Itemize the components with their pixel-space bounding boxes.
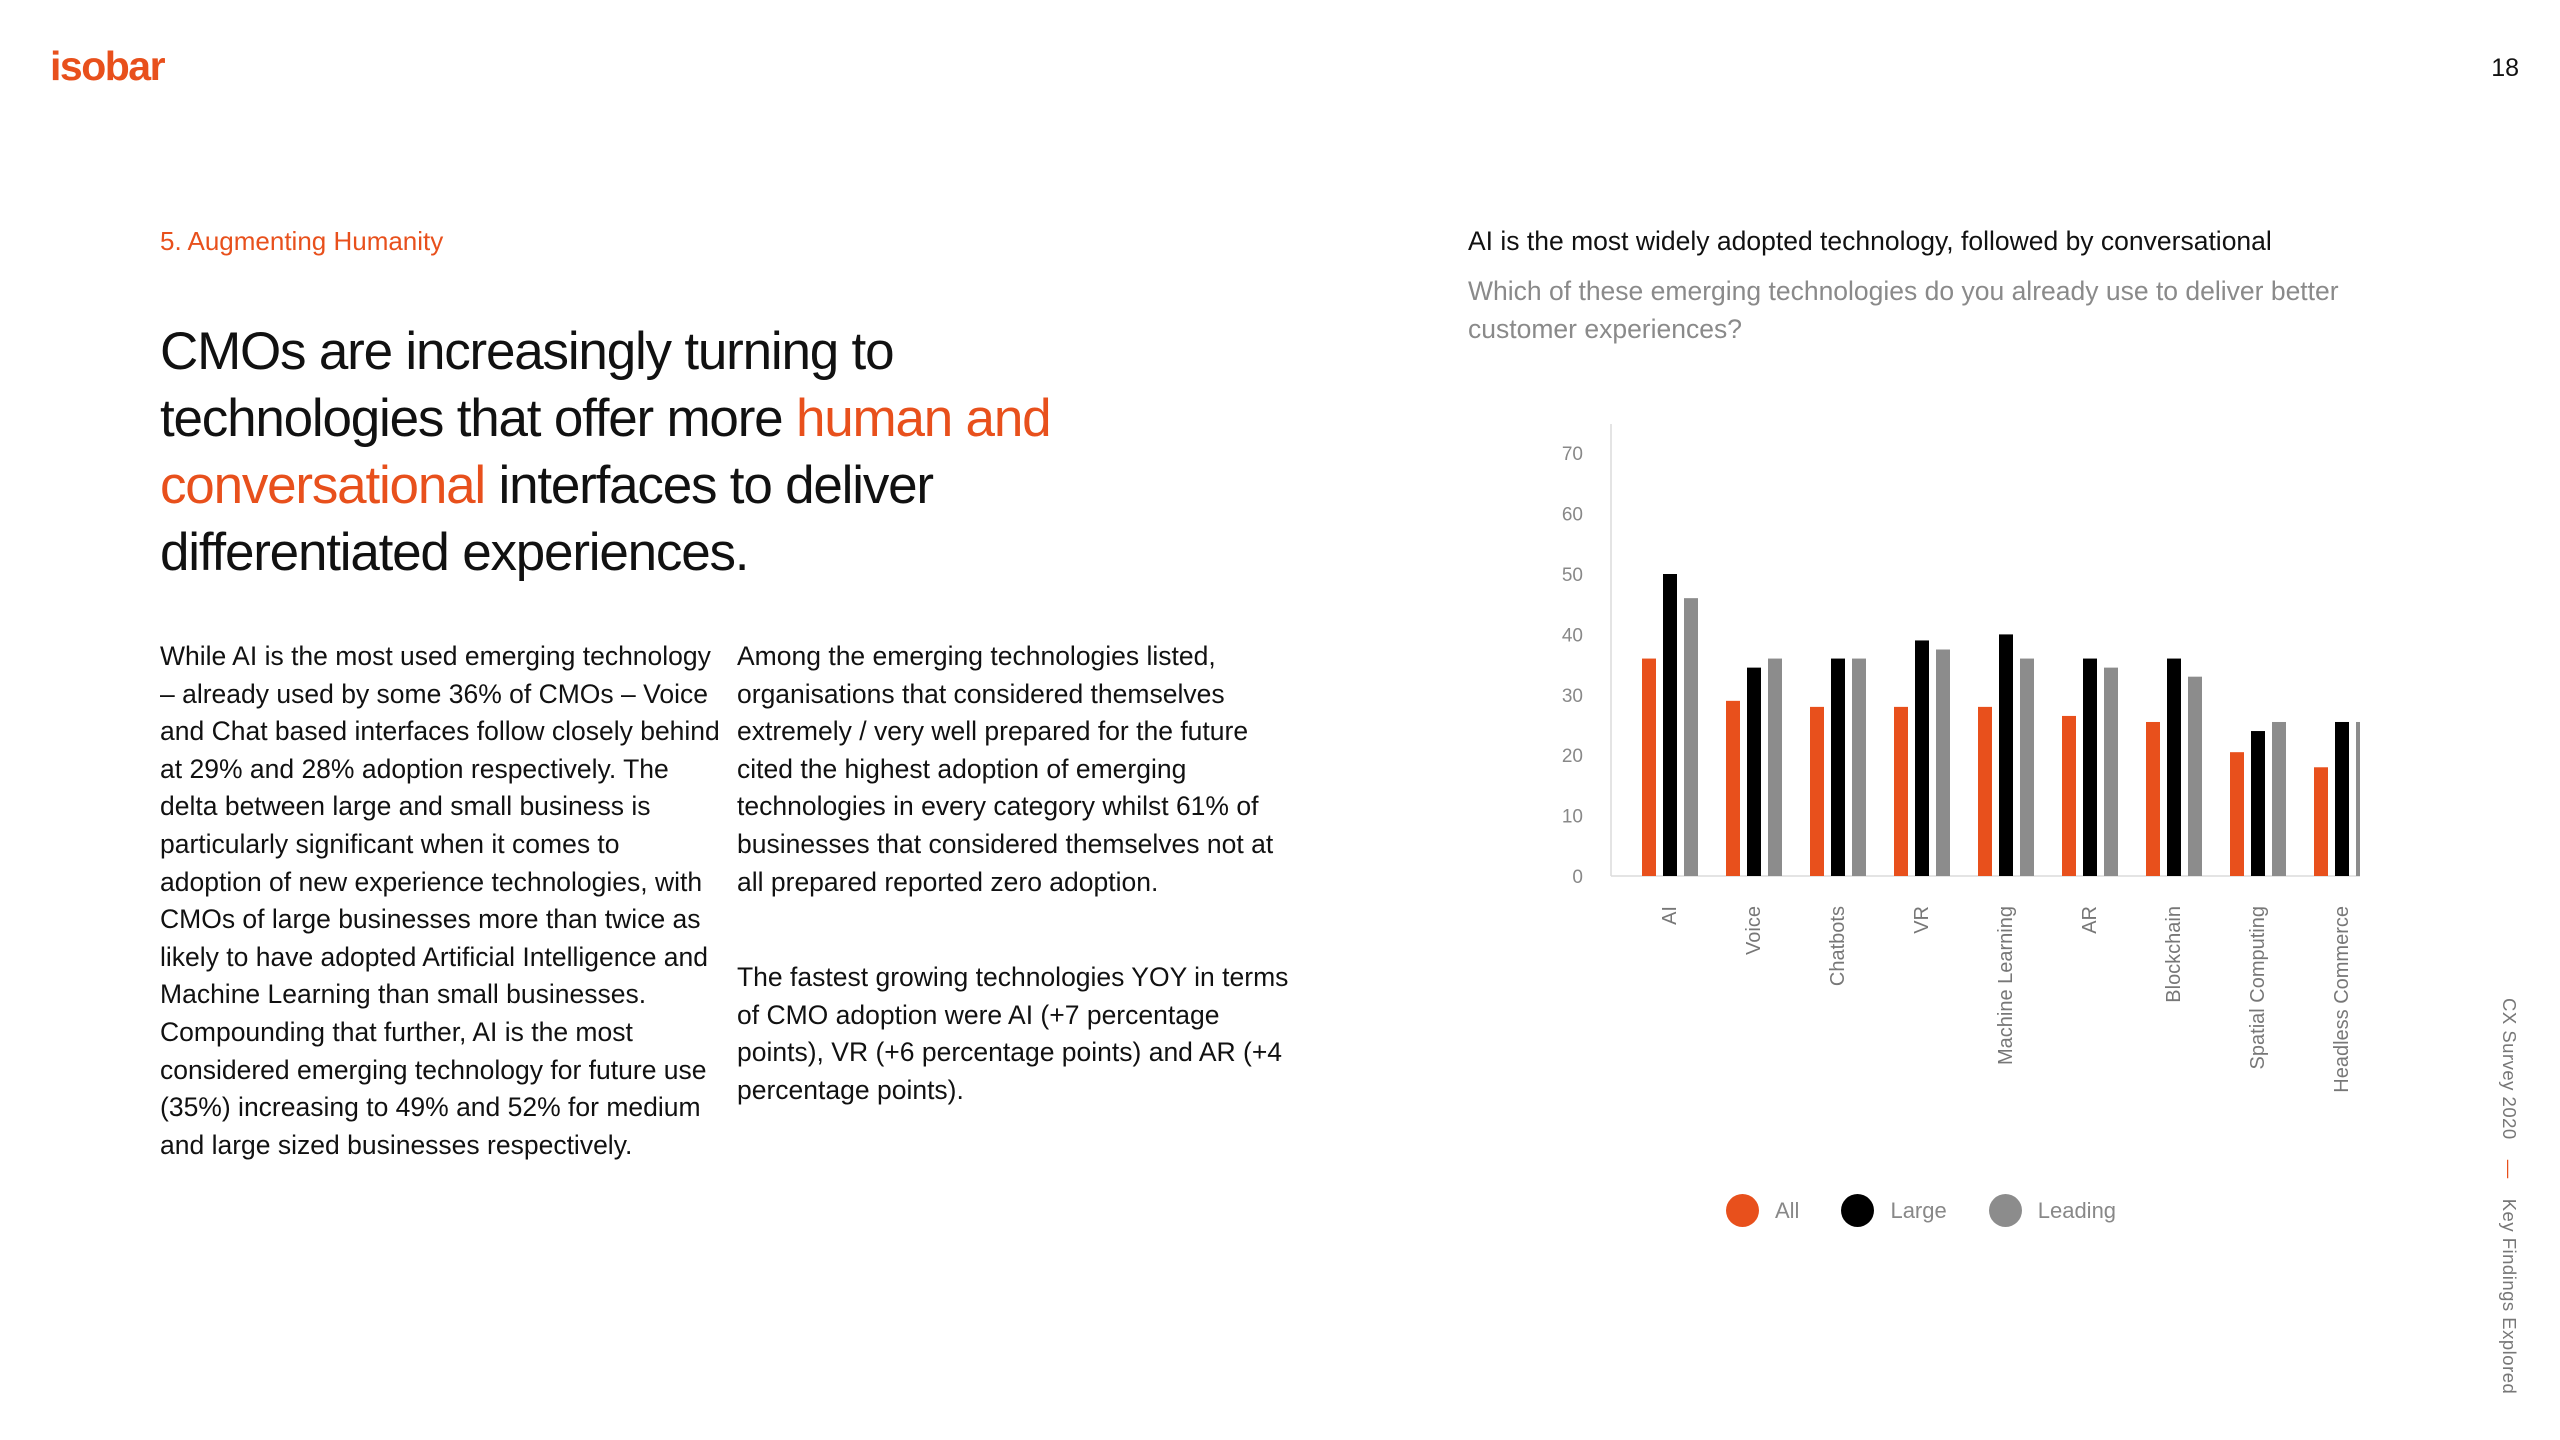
bar-leading [1768, 659, 1782, 876]
bar-all [1810, 707, 1824, 876]
headline [160, 318, 1120, 586]
page-number: 18 [2491, 54, 2519, 82]
chart-legend [1726, 1194, 2158, 1227]
isobar-logo: isobar [50, 43, 165, 89]
y-tick-label: 0 [1572, 867, 1583, 888]
body-paragraph-preparedness: Among the emerging technologies listed, organisations that considered themselves extremely / very well prepared for the future cited the highest adoption of emerging technologies in every category whilst 61% of businesses that considered themselves not at all prepared reported zero adoption. [737, 641, 1274, 897]
bar-all [1726, 701, 1740, 876]
bar-all [2230, 752, 2244, 876]
bar-all [2314, 767, 2328, 876]
y-tick-label: 60 [1561, 504, 1583, 526]
bar-all [1642, 659, 1656, 876]
headline-part2: interfaces to deliver differentiated experiences. [160, 456, 933, 582]
body-paragraph-growth: The fastest growing technologies YOY in terms of CMO adoption were AI (+7 percentage points), VR (+6 percentage points) and AR (+4 percentage points). [737, 962, 1289, 1105]
bar-large [1747, 668, 1761, 876]
legend-swatch-leading [1989, 1194, 2022, 1227]
bar-leading [1852, 659, 1866, 876]
section-label: 5. Augmenting Humanity [160, 226, 444, 256]
y-tick-label: 30 [1561, 685, 1583, 707]
bar-leading [2272, 722, 2286, 876]
y-tick-label: 10 [1561, 806, 1583, 828]
y-tick-label: 70 [1561, 444, 1583, 466]
bar-large [1831, 659, 1845, 876]
legend-swatch-large [1841, 1194, 1874, 1227]
chart-subtitle: Which of these emerging technologies do you already use to deliver better customer experiences? [1468, 276, 2339, 344]
bar-all [2146, 722, 2160, 876]
bar-large [2335, 722, 2349, 876]
x-tick-label: Machine Learning [1995, 906, 2017, 1065]
bar-leading [2356, 722, 2360, 876]
bar-large [2083, 659, 2097, 876]
bar-leading [1936, 650, 1950, 877]
bar-leading [2188, 677, 2202, 876]
bar-large [1663, 574, 1677, 876]
footer-section-label: Key Findings Explored [2499, 1198, 2520, 1395]
footer-survey-label: CX Survey 2020 [2499, 998, 2520, 1140]
legend-label-leading: Leading [2037, 1197, 2117, 1223]
bar-all [1894, 707, 1908, 876]
adoption-bar-chart [1440, 400, 2360, 1140]
bar-all [2062, 716, 2076, 876]
legend-label-large: Large [1890, 1197, 1947, 1223]
x-tick-label: Chatbots [1827, 906, 1849, 987]
x-tick-label: Spatial Computing [2247, 906, 2269, 1070]
x-tick-label: Voice [1743, 906, 1765, 955]
bar-large [1915, 640, 1929, 876]
body-column-2 [737, 638, 1297, 1168]
legend-item-leading [1989, 1194, 2116, 1227]
footer-separator: — [2499, 1159, 2520, 1179]
body-column-1: While AI is the most used emerging technology – already used by some 36% of CMOs – Voice and Chat based interfaces follow closely behind at 29% and 28% adoption respectively. The delta between large and small business is particularly significant when it comes to adoption of new experience technologies, with CMOs of large businesses more than twice as likely to have adopted Artificial Intelligence and Machine Learning than small businesses. Compounding that further, AI is the most considered emerging technology for future use (35%) increasing to 49% and 52% for medium and large sized businesses respectively. [160, 641, 720, 1160]
headline-highlight: human and conversational [160, 389, 1051, 515]
x-tick-label: Headless Commerce [2331, 906, 2353, 1093]
x-tick-label: VR [1911, 906, 1933, 934]
bar-large [1999, 634, 2013, 876]
x-tick-label: AI [1659, 906, 1681, 925]
x-tick-label: AR [2079, 906, 2101, 934]
chart-title: AI is the most widely adopted technology, followed by conversational [1468, 226, 2272, 256]
y-tick-label: 50 [1561, 565, 1583, 586]
bar-large [2167, 659, 2181, 876]
y-tick-label: 20 [1561, 746, 1583, 768]
bar-leading [2104, 668, 2118, 876]
side-footer [2498, 998, 2520, 1394]
legend-item-large [1841, 1194, 1946, 1227]
bar-all [1978, 707, 1992, 876]
bar-large [2251, 731, 2265, 876]
bar-leading [2020, 659, 2034, 876]
legend-swatch-all [1726, 1194, 1759, 1227]
legend-item-all [1726, 1194, 1799, 1227]
y-tick-label: 40 [1561, 625, 1583, 647]
x-tick-label: Blockchain [2163, 906, 2185, 1003]
legend-label-all: All [1775, 1197, 1800, 1223]
headline-part1: CMOs are increasingly turning to technologies that offer more [160, 322, 894, 448]
bar-leading [1684, 598, 1698, 876]
